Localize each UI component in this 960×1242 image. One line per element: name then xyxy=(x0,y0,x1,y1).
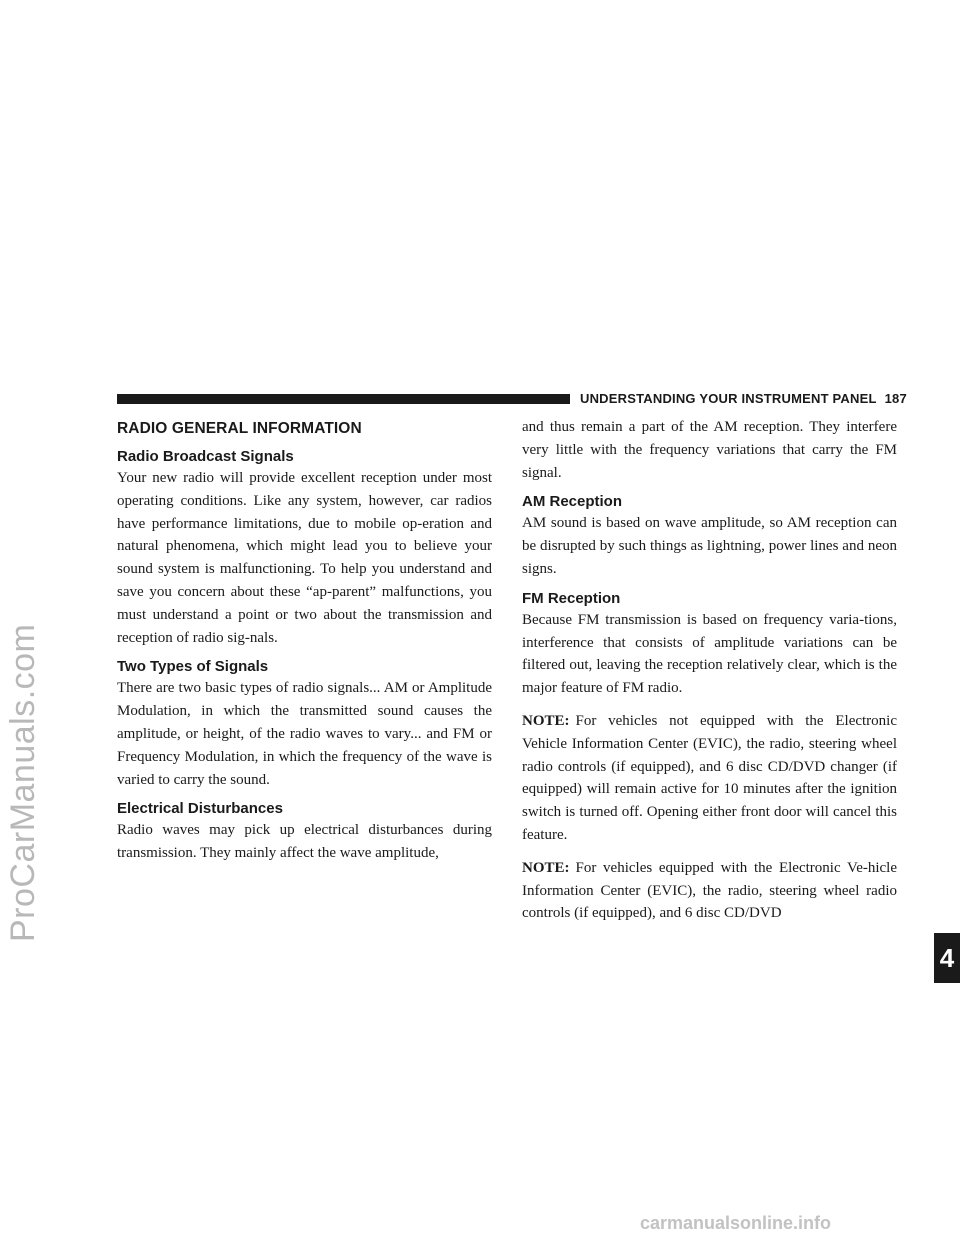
note-paragraph xyxy=(522,857,897,925)
note-text: For vehicles equipped with the Electronic Ve-hicle Information Center (EVIC), the radio, steering wheel radio controls (if equipped), and 6 disc CD/DVD xyxy=(522,859,897,922)
section-body-fm-reception: Because FM transmission is based on frequency varia-tions, interference that consists of amplitude variations can be filtered out, leaving the reception relatively clear, which is the major feature of FM radio. xyxy=(522,611,897,697)
bottom-watermark: carmanualsonline.info xyxy=(640,1213,832,1233)
left-column xyxy=(117,420,492,865)
header-rule xyxy=(117,394,570,404)
note-label: NOTE: xyxy=(522,712,570,729)
section-body-two-types-of-signals: There are two basic types of radio signals... AM or Amplitude Modulation, in which the transmitted sound causes the amplitude, or height, of the radio waves to vary... and FM or Frequency Modulation, in which the frequency of the wave is varied to carry the sound. xyxy=(117,680,492,788)
note-paragraph xyxy=(522,710,897,847)
main-heading: RADIO GENERAL INFORMATION xyxy=(117,420,362,437)
note-text: For vehicles not equipped with the Electronic Vehicle Information Center (EVIC), the radio, steering wheel radio controls (if equipped), and 6 disc CD/DVD changer (if equipped) will remain active for 10 minutes after the ignition switch is turned off. Opening either front door will cancel this feature. xyxy=(522,712,897,843)
section-body-am-reception: AM sound is based on wave amplitude, so AM reception can be disrupted by such things as lightning, power lines and neon signs. xyxy=(522,515,897,577)
section-heading-fm-reception: FM Reception xyxy=(522,589,621,607)
header-section-title: UNDERSTANDING YOUR INSTRUMENT PANEL xyxy=(580,391,877,406)
section-body-radio-broadcast-signals: Your new radio will provide excellent reception under most operating conditions. Like any system, however, car radios have performance limitations, due to mobile op-eration and natural phenomena, which might lead you to believe your sound system is malfunctioning. To help you understand and save you concern about these “ap-parent” malfunctions, you must understand a point or two about the transmission and reception of radio sig-nals. xyxy=(117,470,492,646)
right-column xyxy=(522,416,897,925)
section-body-electrical-disturbances: Radio waves may pick up electrical disturbances during transmission. They mainly affect the wave amplitude, xyxy=(117,822,492,862)
section-heading-am-reception: AM Reception xyxy=(522,493,623,511)
section-heading-two-types-of-signals: Two Types of Signals xyxy=(117,658,269,676)
section-heading-electrical-disturbances: Electrical Disturbances xyxy=(117,800,283,818)
chapter-tab: 4 xyxy=(934,933,960,983)
section-heading-radio-broadcast-signals: Radio Broadcast Signals xyxy=(117,448,294,465)
note-label: NOTE: xyxy=(522,859,570,876)
page-number: 187 xyxy=(884,391,907,406)
side-watermark-text: ProCarManuals.com xyxy=(4,623,42,942)
continuation-paragraph: and thus remain a part of the AM reception. They interfere very little with the frequency variations that carry the FM signal. xyxy=(522,419,897,481)
running-header xyxy=(580,391,907,406)
side-watermark xyxy=(4,624,43,942)
